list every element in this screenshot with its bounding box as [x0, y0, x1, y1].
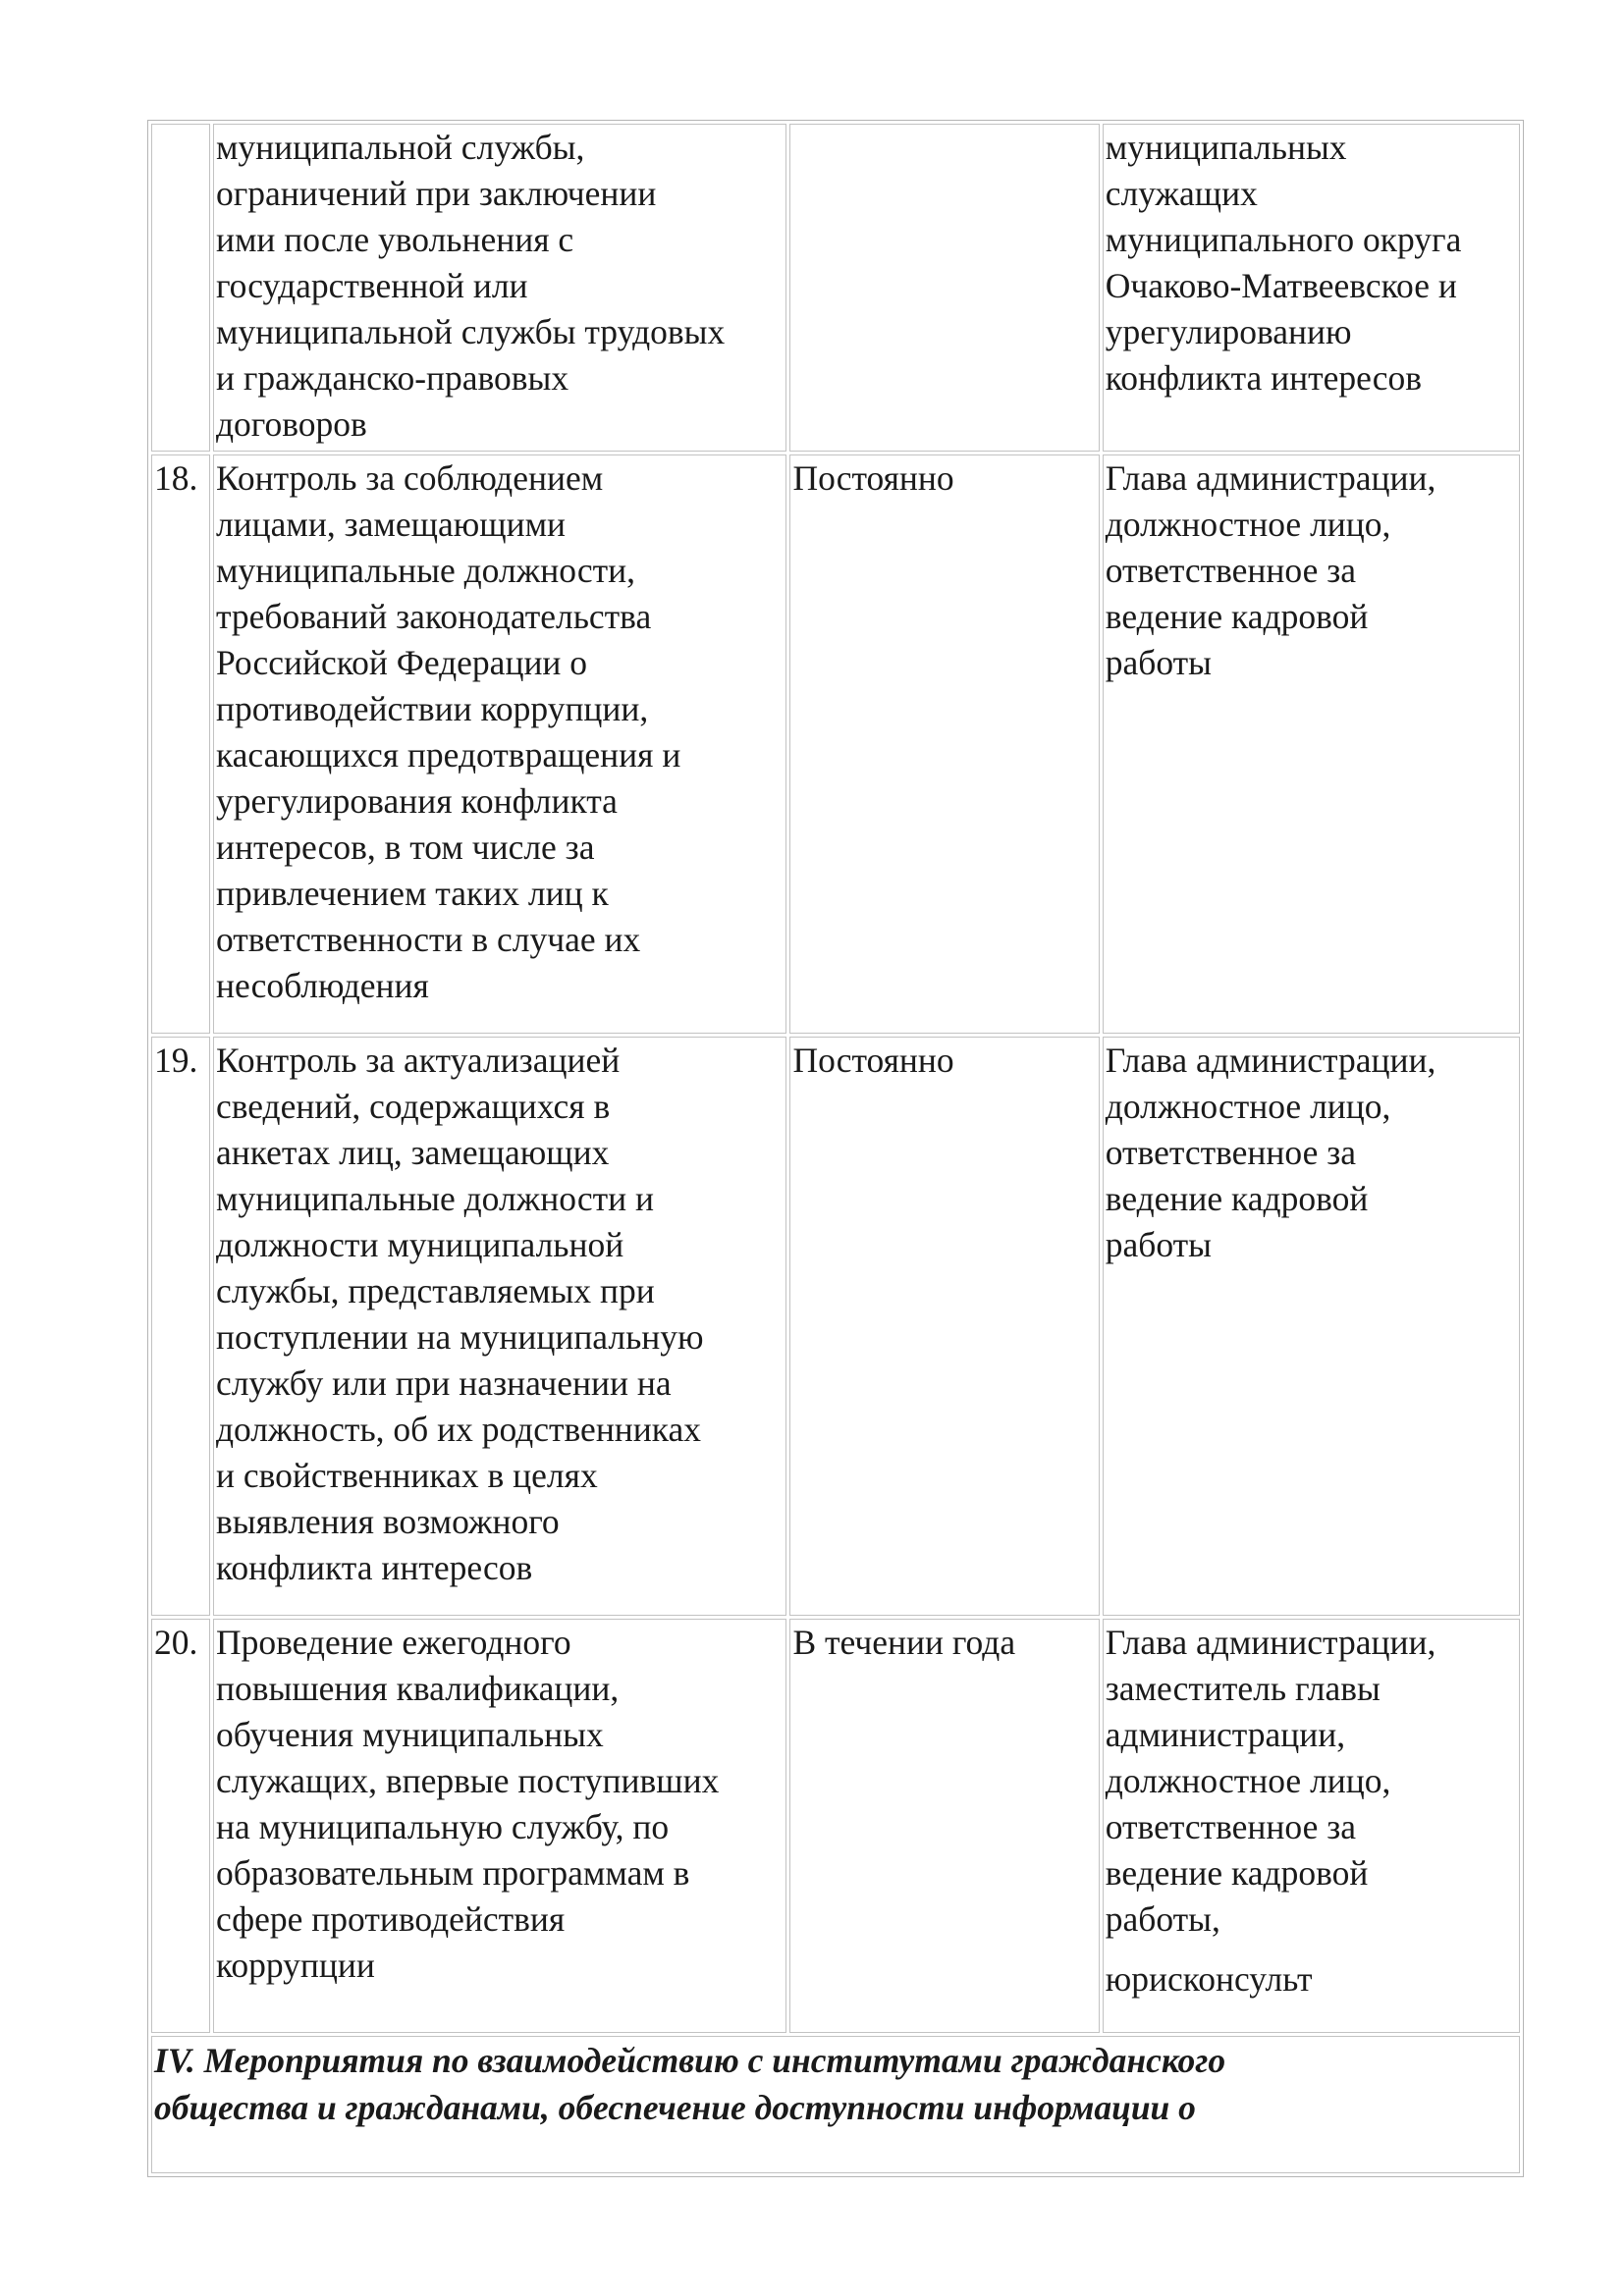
responsible-line: должностное лицо,	[1105, 1761, 1391, 1800]
action-line: сфере противодействия	[215, 1899, 566, 1939]
action-line: лицами, замещающими	[215, 505, 567, 544]
action-line: Контроль за соблюдением	[215, 458, 604, 498]
action-line: муниципальной службы трудовых	[215, 312, 726, 351]
responsible-line: урегулированию	[1105, 312, 1352, 351]
table-row	[151, 1037, 1520, 1616]
responsible-line: ведение кадровой	[1105, 1853, 1369, 1893]
action-line: муниципальной службы,	[215, 128, 585, 167]
responsible-line: должностное лицо,	[1105, 1087, 1391, 1126]
action-line: требований законодательства	[215, 597, 652, 636]
responsible-line: должностное лицо,	[1105, 505, 1391, 544]
action-cell	[213, 124, 787, 452]
term-cell: В течении года	[789, 1619, 1099, 2033]
action-line: ими после увольнения с	[215, 220, 574, 259]
action-line: государственной или	[215, 266, 528, 305]
responsible-line: ведение кадровой	[1105, 1179, 1369, 1218]
action-line: анкетах лиц, замещающих	[215, 1133, 610, 1172]
responsible-line: служащих	[1105, 174, 1258, 213]
action-line: Контроль за актуализацией	[215, 1041, 621, 1080]
action-line: ограничений при заключении	[215, 174, 657, 213]
row-number: 18.	[151, 454, 210, 1034]
responsible-cell	[1103, 124, 1520, 452]
measures-table	[147, 120, 1524, 2177]
responsible-line: ответственное за	[1105, 1807, 1356, 1846]
section-row	[151, 2036, 1520, 2173]
table-row	[151, 124, 1520, 452]
responsible-cell	[1103, 1037, 1520, 1616]
responsible-extra: юрисконсульт	[1105, 1959, 1313, 1999]
action-line: и гражданско-правовых	[215, 358, 569, 398]
action-line: коррупции	[215, 1946, 375, 1985]
action-cell	[213, 1037, 787, 1616]
responsible-line: администрации,	[1105, 1715, 1346, 1754]
section-heading	[151, 2036, 1520, 2173]
responsible-line: Глава администрации,	[1105, 1041, 1436, 1080]
action-line: Российской Федерации о	[215, 643, 588, 682]
table-row	[151, 1619, 1520, 2033]
term-cell: Постоянно	[789, 1037, 1099, 1616]
action-line: ответственности в случае их	[215, 920, 641, 959]
action-line: муниципальные должности и	[215, 1179, 654, 1218]
action-line: образовательным программам в	[215, 1853, 690, 1893]
responsible-line: Очаково-Матвеевское и	[1105, 266, 1457, 305]
action-line: должность, об их родственниках	[215, 1410, 702, 1449]
action-line: конфликта интересов	[215, 1548, 533, 1587]
action-line: повышения квалификации,	[215, 1669, 620, 1708]
action-cell	[213, 1619, 787, 2033]
section-heading-line: общества и гражданами, обеспечение доступности информации о	[154, 2088, 1196, 2127]
action-line: и свойственниках в целях	[215, 1456, 598, 1495]
responsible-line: ведение кадровой	[1105, 597, 1369, 636]
responsible-line: Глава администрации,	[1105, 1623, 1436, 1662]
action-line: службу или при назначении на	[215, 1363, 672, 1403]
row-number: 19.	[151, 1037, 210, 1616]
row-number: 20.	[151, 1619, 210, 2033]
action-line: интересов, в том числе за	[215, 828, 595, 867]
table-row	[151, 454, 1520, 1034]
responsible-line: работы,	[1105, 1899, 1220, 1939]
action-line: муниципальные должности,	[215, 551, 635, 590]
responsible-line: заместитель главы	[1105, 1669, 1380, 1708]
term-cell	[789, 124, 1099, 452]
action-line: должности муниципальной	[215, 1225, 624, 1264]
responsible-line: работы	[1105, 1225, 1212, 1264]
responsible-line: работы	[1105, 643, 1212, 682]
responsible-line: Глава администрации,	[1105, 458, 1436, 498]
responsible-cell	[1103, 1619, 1520, 2033]
responsible-line: конфликта интересов	[1105, 358, 1423, 398]
action-line: поступлении на муниципальную	[215, 1317, 704, 1357]
responsible-line: ответственное за	[1105, 551, 1356, 590]
responsible-cell	[1103, 454, 1520, 1034]
action-cell	[213, 454, 787, 1034]
responsible-line: муниципального округа	[1105, 220, 1462, 259]
action-line: служащих, впервые поступивших	[215, 1761, 720, 1800]
responsible-line: муниципальных	[1105, 128, 1347, 167]
action-line: касающихся предотвращения и	[215, 735, 681, 774]
action-line: несоблюдения	[215, 966, 429, 1005]
responsible-paragraph	[1106, 1620, 1517, 1943]
section-heading-line: IV. Мероприятия по взаимодействию с институтами гражданского	[154, 2041, 1226, 2080]
action-line: выявления возможного	[215, 1502, 560, 1541]
action-line: на муниципальную службу, по	[215, 1807, 670, 1846]
action-line: противодействии коррупции,	[215, 689, 649, 728]
action-line: обучения муниципальных	[215, 1715, 604, 1754]
action-line: службы, представляемых при	[215, 1271, 655, 1310]
responsible-line: ответственное за	[1105, 1133, 1356, 1172]
action-line: сведений, содержащихся в	[215, 1087, 611, 1126]
action-line: привлечением таких лиц к	[215, 874, 609, 913]
action-line: урегулирования конфликта	[215, 781, 618, 821]
action-line: Проведение ежегодного	[215, 1623, 571, 1662]
term-cell: Постоянно	[789, 454, 1099, 1034]
row-number	[151, 124, 210, 452]
action-line: договоров	[215, 404, 367, 444]
